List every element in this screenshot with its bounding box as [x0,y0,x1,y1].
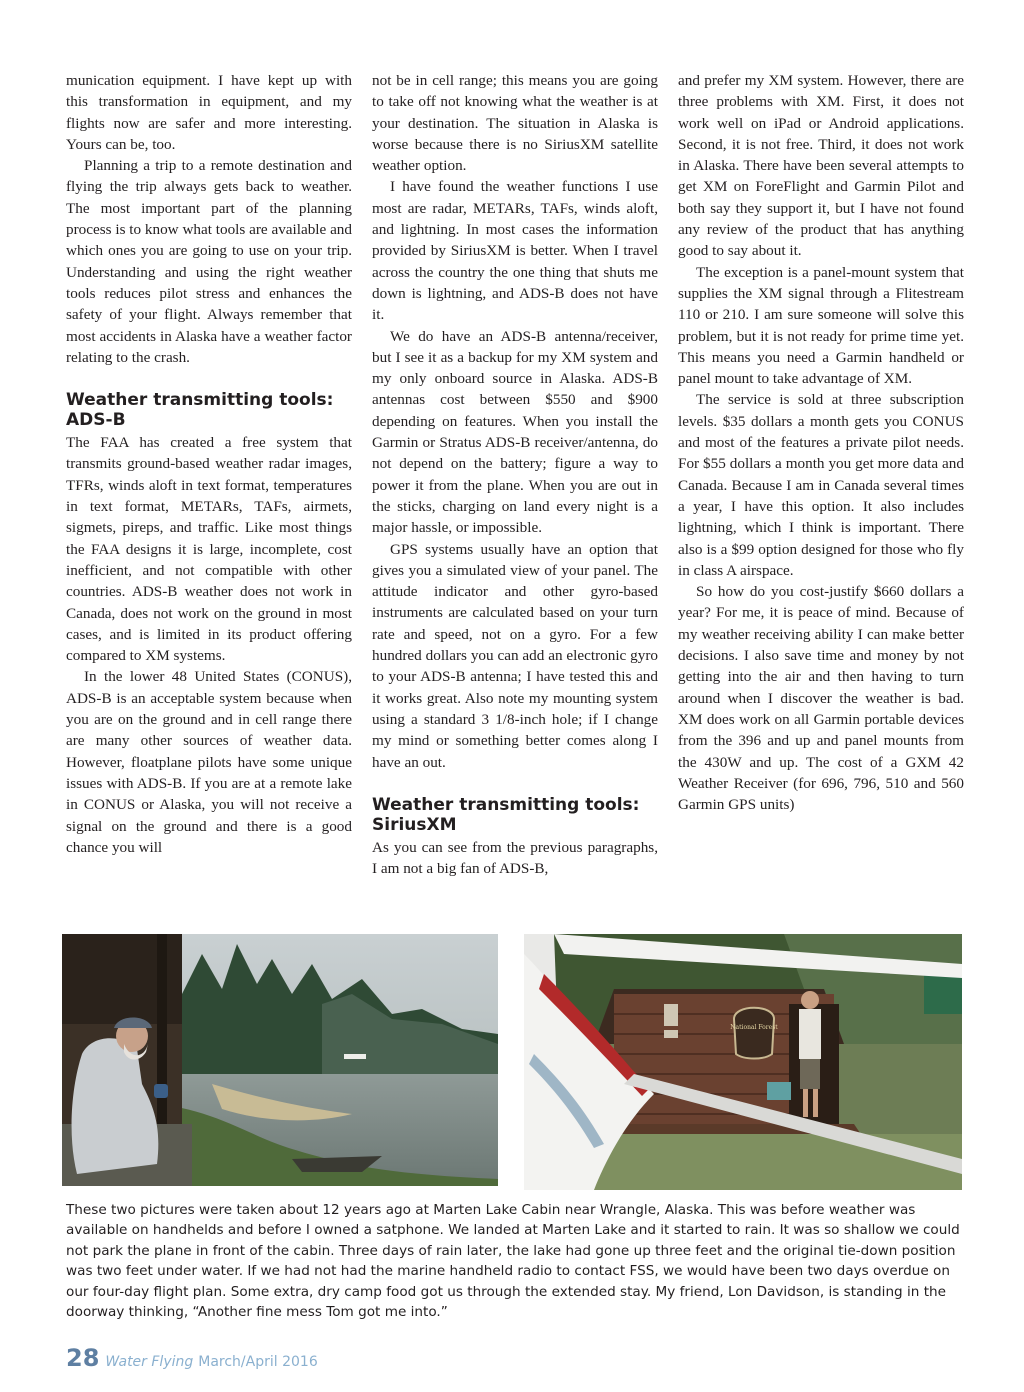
paragraph: I have found the weather functions I use most are radar, METARs, TAFs, winds aloft, and lightning. In most cases the information provided by SiriusXM is better. When I travel across the country the one thing that shuts me down is lightning, and ADS-B does not have it. [372,178,658,324]
photo-lake-shore [62,934,498,1186]
lake-shore-illustration [62,934,498,1186]
photo-caption: These two pictures were taken about 12 years ago at Marten Lake Cabin near Wrangle, Alaska. This was before weather was available on handhelds and before I owned a satphone. We landed at Marten Lake and it started to rain. It was so shallow we could not park the plane in front of the cabin. Three days of rain later, the lake had gone up three feet and the original tie-down position was two feet under water. If we had not had the marine handheld radio to contact FSS, we would have been two days overdue on our four-day flight plan. Some extra, dry camp food got us through the extended stay. My friend, Lon Davidson, is standing in the doorway thinking, “Another fine mess Tom got me into.” [66,1202,960,1321]
column-2 [372,70,658,879]
photo-cabin [524,934,962,1190]
paragraph: We do have an ADS-B antenna/receiver, but I see it as a backup for my XM system and my only onboard source in Alaska. ADS-B antennas cost between $550 and $900 depending on features. When you install the Garmin or Stratus ADS-B receiver/antenna, do not depend on the battery; figure a way to power it from the plane. When you are out in the sticks, charging on land every night is a major hassle, or impossible. [372,327,658,537]
column-3 [678,70,964,815]
column-1 [66,70,352,858]
paragraph: So how do you cost-justify $660 dollars a year? For me, it is peace of mind. Because of my weather receiving ability I can make better decisions. I also save time and money by not getting into the air and then having to turn around when I discover the weather is bad. XM does work on all Garmin portable devices from the 396 and up and panel mounts from the 430W and up. The cost of a GXM 42 Weather Receiver (for 696, 796, 510 and 560 Garmin GPS units) [678,583,964,814]
cabin-illustration [524,934,962,1190]
paragraph: As you can see from the previous paragraphs, I am not a big fan of ADS-B, [372,838,658,878]
issue-date: March/April 2016 [198,1354,318,1370]
paragraph: not be in cell range; this means you are going to take off not knowing what the weather is at your destination. The situation in Alaska is worse because there is no SiriusXM satellite weather option. [372,72,658,175]
page-number: 28 [66,1344,100,1372]
section-heading-ads-b: Weather transmitting tools: ADS-B [66,390,334,431]
paragraph: The service is sold at three subscription levels. $35 dollars a month gets you CONUS and most of the features a private pilot needs. For $55 dollars a month you get more data and Canada. Because I am in Canada several times a year, I have this option. It also includes lightning, which I think is important. There also is a $99 option designed for those who fly in class A airspace. [678,391,964,579]
paragraph: GPS systems usually have an option that gives you a simulated view of your panel. The attitude indicator and other gyro-based instruments are calculated based on your turn rate and speed, not on a gyro. For a few hundred dollars you can add an electronic gyro to your ADS-B antenna; I have tested this and it works great. Also note my mounting system using a standard 3 1/8-inch hole; if I change my mind or something better comes along I have an out. [372,540,658,771]
paragraph: The FAA has created a free system that transmits ground-based weather radar images, TFRs, winds aloft in text format, temperatures in text format, METARs, TAFs, airmets, sigmets, pireps, and traffic. Like most things the FAA designs it is large, incomplete, cost inefficient, and not compatible with other countries. ADS-B weather does not work in Canada, does not work on the ground in most cases, and is limited in its product offering compared to XM systems. [66,434,352,665]
page-footer [66,1344,318,1374]
paragraph: In the lower 48 United States (CONUS), ADS-B is an acceptable system because when you are on the ground and in cell range there are many other sources of weather data. However, floatplane pilots have some unique issues with ADS-B. If you are at a remote lake in CONUS or Alaska, you will not receive a signal on the ground and there is a good chance you will [66,668,352,856]
paragraph: munication equipment. I have kept up with this transformation in equipment, and my flights now are safer and more interesting. Yours can be, too. [66,72,352,153]
section-heading-siriusxm: Weather transmitting tools: SiriusXM [372,794,640,835]
magazine-name: Water Flying [105,1354,194,1370]
paragraph: and prefer my XM system. However, there are three problems with XM. First, it does not work well on iPad or Android applications. Second, it is not free. Third, it does not work in Alaska. There have been several attempts to get XM on ForeFlight and Garmin Pilot and both say they support it, but I have not found any review of the product that has anything good to say about it. [678,72,964,260]
paragraph: Planning a trip to a remote destination and flying the trip always gets back to weather. The most important part of the planning process is to know what tools are available and which ones you are going to use on your trip. Understanding and using the right weather tools reduces pilot stress and enhances the safety of your flight. Always remember that most accidents in Alaska have a weather factor relating to the crash. [66,157,352,366]
paragraph: The exception is a panel-mount system that supplies the XM signal through a Flitestream 110 or 210. I am sure someone will solve this problem, but it is not ready for prime time yet. This means you need a Garmin handheld or panel mount to take advantage of XM. [678,263,964,388]
forest-sign-text: National Forest [730,1024,778,1031]
